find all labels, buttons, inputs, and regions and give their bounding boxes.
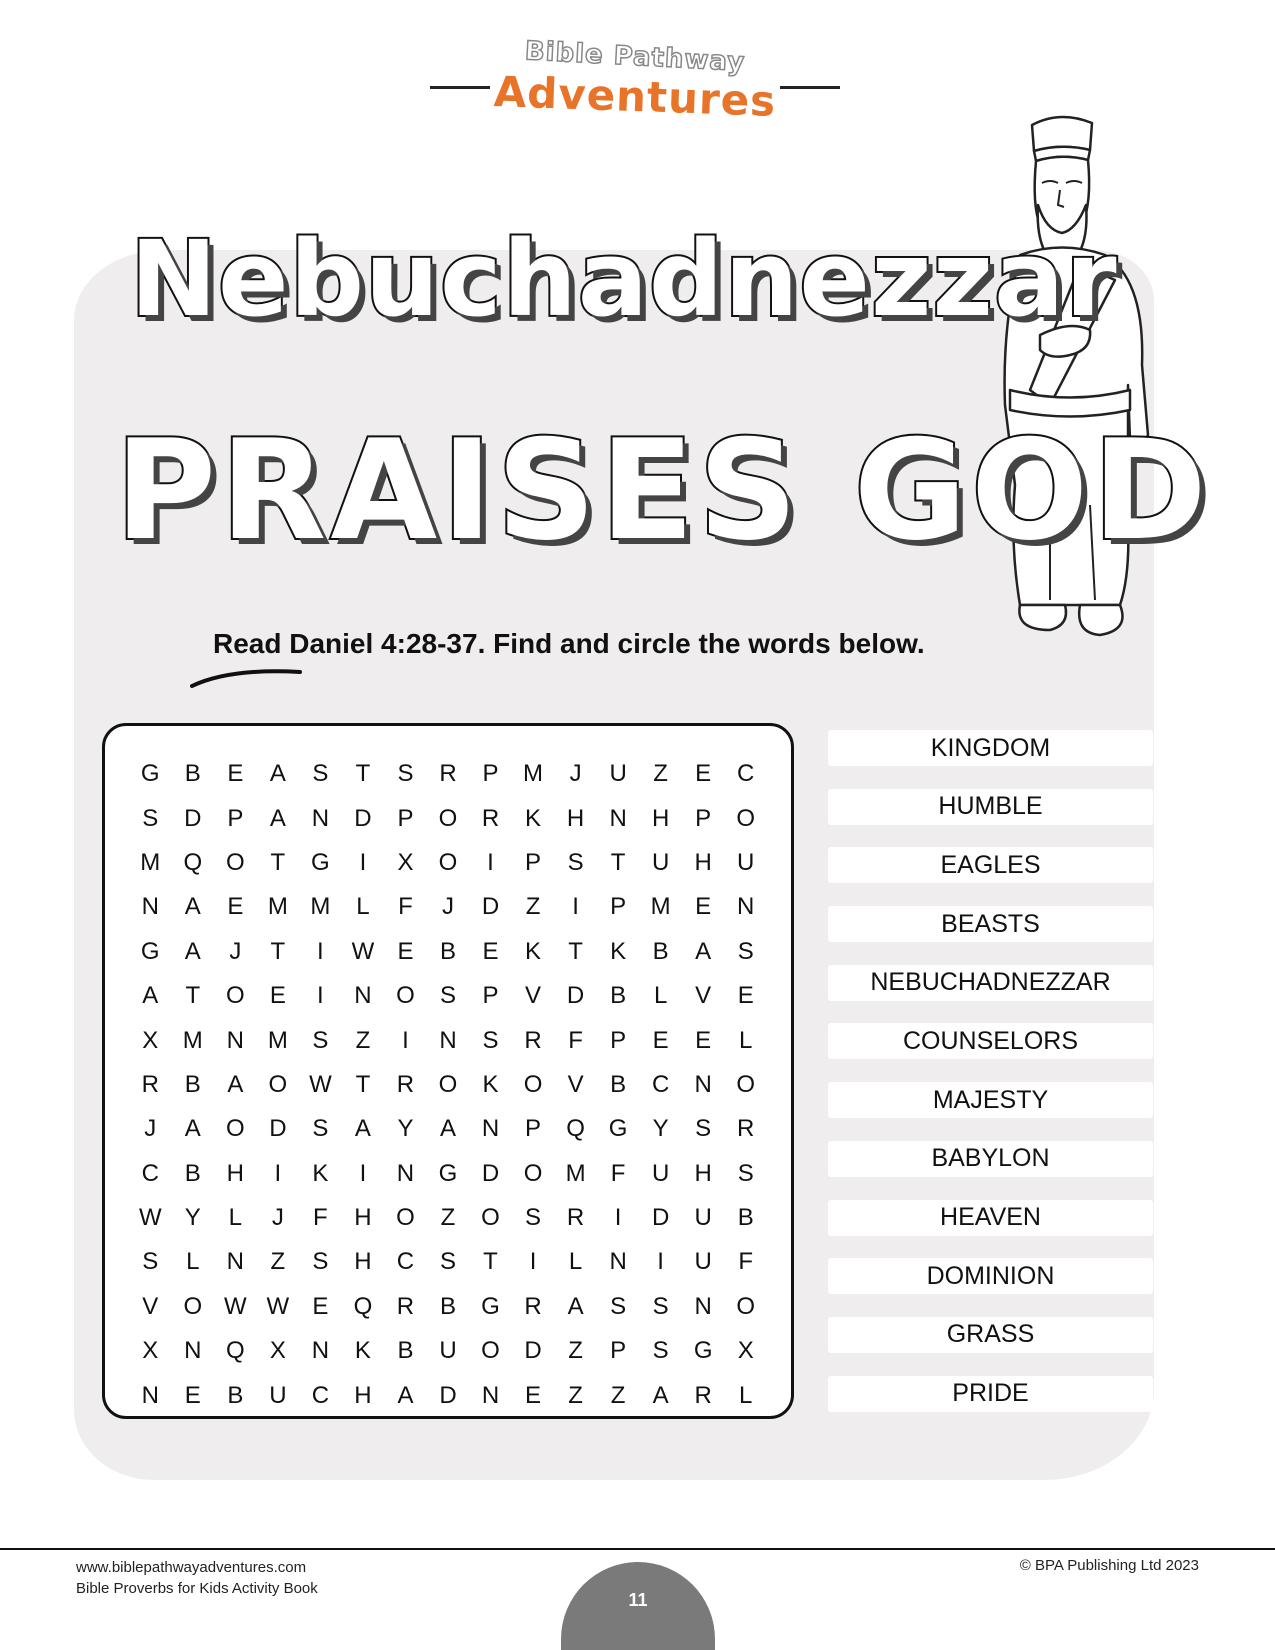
grid-letter[interactable]: O bbox=[268, 1070, 288, 1098]
grid-letter[interactable]: D bbox=[481, 1159, 500, 1187]
page-number-tab bbox=[561, 1562, 715, 1650]
word-list-item: HUMBLE bbox=[828, 789, 1153, 825]
grid-letter[interactable]: L bbox=[653, 982, 668, 1010]
grid-letter[interactable]: G bbox=[140, 937, 160, 965]
word-search-grid bbox=[102, 723, 794, 1419]
grid-letter[interactable]: P bbox=[610, 893, 627, 921]
grid-letter[interactable]: W bbox=[224, 1292, 247, 1320]
grid-letter[interactable]: L bbox=[568, 1248, 583, 1276]
grid-letter[interactable]: I bbox=[359, 1159, 367, 1187]
grid-letter[interactable]: D bbox=[184, 804, 202, 832]
grid-letter[interactable]: G bbox=[438, 1159, 458, 1187]
grid-letter[interactable]: H bbox=[651, 804, 670, 832]
grid-letter[interactable]: N bbox=[481, 1115, 500, 1143]
grid-letter[interactable]: O bbox=[523, 1159, 543, 1187]
grid-letter[interactable]: S bbox=[737, 937, 754, 965]
grid-letter[interactable]: R bbox=[737, 1115, 755, 1143]
grid-letter[interactable]: O bbox=[225, 982, 245, 1010]
grid-letter[interactable]: M bbox=[267, 893, 288, 921]
grid-letter[interactable]: U bbox=[694, 1204, 712, 1232]
grid-letter[interactable]: E bbox=[184, 1381, 201, 1409]
grid-letter[interactable]: C bbox=[311, 1381, 330, 1409]
grid-letter[interactable]: Z bbox=[440, 1204, 456, 1232]
grid-letter[interactable]: P bbox=[610, 1337, 627, 1365]
grid-letter[interactable]: I bbox=[657, 1248, 664, 1276]
underline-swoosh bbox=[190, 664, 310, 694]
grid-letter[interactable]: B bbox=[439, 937, 456, 965]
grid-letter[interactable]: Z bbox=[355, 1026, 371, 1054]
grid-letter[interactable]: H bbox=[566, 804, 585, 832]
grid-letter[interactable]: R bbox=[481, 804, 500, 832]
grid-letter[interactable]: C bbox=[141, 1159, 159, 1187]
grid-letter[interactable]: P bbox=[525, 848, 542, 876]
grid-letter[interactable]: S bbox=[397, 760, 414, 788]
grid-letter[interactable]: G bbox=[608, 1115, 628, 1143]
grid-letter[interactable]: E bbox=[737, 982, 754, 1010]
grid-letter[interactable]: K bbox=[354, 1337, 371, 1365]
grid-letter[interactable]: U bbox=[439, 1337, 457, 1365]
grid-letter[interactable]: O bbox=[396, 1204, 415, 1232]
grid-letter[interactable]: W bbox=[138, 1204, 162, 1232]
grid-letter[interactable]: N bbox=[396, 1159, 415, 1187]
grid-letter[interactable]: Q bbox=[566, 1115, 585, 1143]
grid-letter[interactable]: B bbox=[227, 1381, 244, 1409]
grid-letter[interactable]: O bbox=[225, 1115, 245, 1143]
word-list-item: KINGDOM bbox=[828, 730, 1153, 766]
grid-letter[interactable]: E bbox=[227, 893, 244, 921]
grid-letter[interactable]: B bbox=[610, 982, 627, 1010]
grid-letter[interactable]: N bbox=[226, 1248, 244, 1276]
grid-letter[interactable]: B bbox=[397, 1337, 414, 1365]
grid-letter[interactable]: A bbox=[652, 1381, 669, 1409]
brand-logo bbox=[430, 36, 840, 126]
grid-letter[interactable]: T bbox=[270, 937, 286, 965]
grid-letter[interactable]: T bbox=[610, 848, 626, 876]
grid-letter[interactable]: R bbox=[439, 760, 457, 788]
grid-letter[interactable]: J bbox=[569, 760, 582, 788]
grid-letter[interactable]: I bbox=[614, 1204, 622, 1232]
grid-letter[interactable]: N bbox=[481, 1381, 500, 1409]
grid-letter[interactable]: U bbox=[609, 760, 627, 788]
grid-letter[interactable]: G bbox=[693, 1337, 713, 1365]
grid-letter[interactable]: P bbox=[525, 1115, 542, 1143]
grid-row bbox=[129, 1329, 767, 1373]
grid-letter[interactable]: E bbox=[482, 937, 499, 965]
grid-letter[interactable]: M bbox=[182, 1026, 203, 1054]
grid-letter[interactable]: T bbox=[185, 982, 201, 1010]
grid-letter[interactable]: H bbox=[226, 1159, 244, 1187]
grid-letter[interactable]: A bbox=[227, 1070, 244, 1098]
grid-letter[interactable]: Y bbox=[397, 1115, 414, 1143]
grid-letter[interactable]: E bbox=[695, 893, 712, 921]
grid-letter[interactable]: M bbox=[140, 848, 161, 876]
grid-letter[interactable]: U bbox=[651, 1159, 670, 1187]
grid-letter[interactable]: N bbox=[439, 1026, 457, 1054]
word-list-item: COUNSELORS bbox=[828, 1023, 1153, 1059]
grid-letter[interactable]: S bbox=[610, 1292, 627, 1320]
footer-divider bbox=[0, 1548, 1275, 1550]
grid-letter[interactable]: N bbox=[141, 893, 159, 921]
word-list bbox=[828, 730, 1153, 1434]
grid-letter[interactable]: V bbox=[695, 982, 712, 1010]
grid-letter[interactable]: A bbox=[695, 937, 712, 965]
grid-letter[interactable]: O bbox=[736, 804, 756, 832]
grid-letter[interactable]: O bbox=[438, 848, 458, 876]
grid-letter[interactable]: R bbox=[396, 1292, 415, 1320]
grid-letter[interactable]: N bbox=[184, 1337, 202, 1365]
grid-letter[interactable]: I bbox=[317, 982, 324, 1010]
grid-letter[interactable]: P bbox=[695, 804, 712, 832]
grid-letter[interactable]: S bbox=[652, 1337, 669, 1365]
grid-row bbox=[129, 1063, 767, 1107]
grid-letter[interactable]: R bbox=[396, 1070, 415, 1098]
grid-letter[interactable]: X bbox=[142, 1026, 159, 1054]
grid-letter[interactable]: L bbox=[186, 1248, 200, 1276]
grid-letter[interactable]: P bbox=[227, 804, 244, 832]
grid-letter[interactable]: O bbox=[225, 848, 245, 876]
grid-letter[interactable]: U bbox=[694, 1248, 712, 1276]
grid-letter[interactable]: S bbox=[312, 1115, 329, 1143]
grid-letter[interactable]: O bbox=[736, 1070, 756, 1098]
footer-copyright: © BPA Publishing Ltd 2023 bbox=[1019, 1557, 1199, 1574]
grid-row bbox=[129, 1373, 767, 1417]
grid-letter[interactable]: B bbox=[610, 1070, 627, 1098]
grid-letter[interactable]: N bbox=[226, 1026, 244, 1054]
grid-letter[interactable]: A bbox=[184, 1115, 201, 1143]
grid-letter[interactable]: S bbox=[439, 982, 456, 1010]
grid-letter[interactable]: B bbox=[439, 1292, 456, 1320]
grid-letter[interactable]: R bbox=[694, 1381, 712, 1409]
grid-letter[interactable]: G bbox=[481, 1292, 500, 1320]
grid-letter[interactable]: E bbox=[227, 760, 244, 788]
grid-letter[interactable]: O bbox=[523, 1070, 543, 1098]
grid-letter[interactable]: D bbox=[651, 1204, 670, 1232]
grid-letter[interactable]: M bbox=[310, 893, 331, 921]
grid-letter[interactable]: S bbox=[142, 804, 159, 832]
grid-letter[interactable]: I bbox=[402, 1026, 409, 1054]
grid-letter[interactable]: N bbox=[311, 1337, 330, 1365]
grid-letter[interactable]: S bbox=[695, 1115, 712, 1143]
grid-letter[interactable]: J bbox=[271, 1204, 284, 1232]
grid-letter[interactable]: S bbox=[482, 1026, 499, 1054]
grid-letter[interactable]: O bbox=[736, 1292, 756, 1320]
grid-letter[interactable]: K bbox=[312, 1159, 329, 1187]
grid-letter[interactable]: A bbox=[354, 1115, 371, 1143]
grid-letter[interactable]: F bbox=[313, 1204, 328, 1232]
grid-letter[interactable]: V bbox=[525, 982, 542, 1010]
grid-letter[interactable]: M bbox=[650, 893, 671, 921]
grid-letter[interactable]: V bbox=[567, 1070, 584, 1098]
grid-letter[interactable]: X bbox=[269, 1337, 286, 1365]
grid-letter[interactable]: M bbox=[565, 1159, 586, 1187]
grid-letter[interactable]: E bbox=[269, 982, 286, 1010]
grid-letter[interactable]: S bbox=[737, 1159, 754, 1187]
grid-letter[interactable]: I bbox=[529, 1248, 537, 1276]
grid-letter[interactable]: Q bbox=[353, 1292, 373, 1320]
footer-book-title: Bible Proverbs for Kids Activity Book bbox=[76, 1580, 318, 1597]
grid-letter[interactable]: L bbox=[739, 1381, 753, 1409]
word-list-item: HEAVEN bbox=[828, 1200, 1153, 1236]
grid-row bbox=[129, 841, 767, 885]
footer-left bbox=[76, 1557, 318, 1599]
grid-letter[interactable]: Q bbox=[225, 1337, 245, 1365]
word-list-item: DOMINION bbox=[828, 1258, 1153, 1294]
word-list-item: EAGLES bbox=[828, 847, 1153, 883]
grid-letter[interactable]: C bbox=[651, 1070, 670, 1098]
grid-letter[interactable]: J bbox=[144, 1115, 157, 1143]
grid-letter[interactable]: F bbox=[398, 893, 413, 921]
grid-letter[interactable]: S bbox=[439, 1248, 456, 1276]
grid-row bbox=[129, 752, 767, 796]
grid-letter[interactable]: J bbox=[229, 937, 242, 965]
grid-letter[interactable]: K bbox=[610, 937, 627, 965]
grid-letter[interactable]: O bbox=[481, 1204, 500, 1232]
grid-letter[interactable]: I bbox=[317, 937, 324, 965]
grid-letter[interactable]: E bbox=[695, 1026, 712, 1054]
grid-letter[interactable]: P bbox=[482, 982, 499, 1010]
grid-letter[interactable]: D bbox=[354, 804, 372, 832]
grid-letter[interactable]: U bbox=[651, 848, 670, 876]
grid-letter[interactable]: N bbox=[354, 982, 372, 1010]
grid-letter[interactable]: G bbox=[140, 760, 160, 788]
grid-letter[interactable]: S bbox=[652, 1292, 669, 1320]
grid-letter[interactable]: K bbox=[525, 804, 542, 832]
grid-letter[interactable]: H bbox=[354, 1248, 372, 1276]
grid-letter[interactable]: Z bbox=[653, 760, 668, 788]
grid-letter[interactable]: S bbox=[525, 1204, 542, 1232]
grid-letter[interactable]: K bbox=[525, 937, 542, 965]
grid-letter[interactable]: O bbox=[438, 1070, 458, 1098]
grid-letter[interactable]: R bbox=[566, 1204, 585, 1232]
instructions-text: Read Daniel 4:28-37. Find and circle the words below. bbox=[213, 628, 925, 659]
grid-letter[interactable]: E bbox=[525, 1381, 542, 1409]
grid-letter[interactable]: I bbox=[572, 893, 579, 921]
grid-row bbox=[129, 1240, 767, 1284]
grid-letter[interactable]: R bbox=[141, 1070, 159, 1098]
grid-letter[interactable]: A bbox=[142, 982, 159, 1010]
grid-row bbox=[129, 1152, 767, 1196]
grid-letter[interactable]: W bbox=[266, 1292, 290, 1320]
grid-row bbox=[129, 974, 767, 1018]
grid-letter[interactable]: D bbox=[269, 1115, 287, 1143]
grid-letter[interactable]: D bbox=[439, 1381, 457, 1409]
grid-letter[interactable]: S bbox=[312, 1248, 329, 1276]
grid-letter[interactable]: B bbox=[652, 937, 669, 965]
grid-letter[interactable]: V bbox=[142, 1292, 159, 1320]
grid-letter[interactable]: A bbox=[439, 1115, 456, 1143]
grid-letter[interactable]: Y bbox=[652, 1115, 669, 1143]
word-list-item: PRIDE bbox=[828, 1376, 1153, 1412]
grid-row bbox=[129, 885, 767, 929]
grid-letter[interactable]: Z bbox=[270, 1248, 286, 1276]
grid-row bbox=[129, 930, 767, 974]
grid-letter[interactable]: X bbox=[737, 1337, 754, 1365]
grid-letter[interactable]: E bbox=[652, 1026, 669, 1054]
grid-letter[interactable]: H bbox=[694, 848, 712, 876]
grid-letter[interactable]: M bbox=[267, 1026, 288, 1054]
grid-letter[interactable]: W bbox=[351, 937, 375, 965]
grid-letter[interactable]: S bbox=[312, 760, 329, 788]
grid-letter[interactable]: N bbox=[694, 1070, 712, 1098]
grid-letter[interactable]: R bbox=[524, 1292, 542, 1320]
grid-letter[interactable]: P bbox=[482, 760, 499, 788]
grid-letter[interactable]: H bbox=[694, 1159, 712, 1187]
grid-letter[interactable]: A bbox=[269, 760, 286, 788]
grid-letter[interactable]: T bbox=[270, 848, 286, 876]
grid-letter[interactable]: L bbox=[739, 1026, 753, 1054]
grid-letter[interactable]: M bbox=[523, 760, 544, 788]
grid-letter[interactable]: S bbox=[567, 848, 584, 876]
grid-letter[interactable]: W bbox=[309, 1070, 332, 1098]
grid-letter[interactable]: L bbox=[356, 893, 370, 921]
grid-letter[interactable]: O bbox=[183, 1292, 203, 1320]
grid-letter[interactable]: Z bbox=[568, 1381, 583, 1409]
grid-letter[interactable]: D bbox=[566, 982, 585, 1010]
grid-letter[interactable]: N bbox=[737, 893, 755, 921]
grid-letter[interactable]: E bbox=[695, 760, 712, 788]
grid-letter[interactable]: U bbox=[737, 848, 755, 876]
grid-letter[interactable]: K bbox=[482, 1070, 499, 1098]
footer-website: www.biblepathwayadventures.com bbox=[76, 1559, 307, 1576]
grid-letter[interactable]: A bbox=[567, 1292, 584, 1320]
grid-letter[interactable]: O bbox=[438, 804, 458, 832]
grid-row bbox=[129, 796, 767, 840]
grid-letter[interactable]: U bbox=[269, 1381, 287, 1409]
grid-letter[interactable]: Z bbox=[568, 1337, 583, 1365]
title-line-2: PRAISES GOD bbox=[115, 410, 1211, 571]
grid-letter[interactable]: A bbox=[397, 1381, 414, 1409]
word-list-item: BABYLON bbox=[828, 1141, 1153, 1177]
grid-letter[interactable]: P bbox=[610, 1026, 627, 1054]
page-number: 11 bbox=[628, 1590, 648, 1610]
grid-letter[interactable]: R bbox=[524, 1026, 542, 1054]
logo-divider-right bbox=[780, 86, 840, 89]
grid-letter[interactable]: T bbox=[483, 1248, 498, 1276]
grid-letter[interactable]: F bbox=[738, 1248, 754, 1276]
grid-letter[interactable]: N bbox=[311, 804, 330, 832]
grid-letter[interactable]: L bbox=[228, 1204, 242, 1232]
grid-letter[interactable]: H bbox=[354, 1204, 372, 1232]
grid-letter[interactable]: S bbox=[312, 1026, 329, 1054]
grid-letter[interactable]: O bbox=[481, 1337, 500, 1365]
grid-letter[interactable]: E bbox=[397, 937, 414, 965]
word-list-item: BEASTS bbox=[828, 906, 1153, 942]
grid-letter[interactable]: X bbox=[142, 1337, 159, 1365]
word-list-item: NEBUCHADNEZZAR bbox=[828, 965, 1153, 1001]
grid-letter[interactable]: F bbox=[610, 1159, 626, 1187]
grid-letter[interactable]: Q bbox=[183, 848, 203, 876]
grid-letter[interactable]: A bbox=[269, 804, 286, 832]
grid-letter[interactable]: Z bbox=[525, 893, 541, 921]
grid-letter[interactable]: G bbox=[311, 848, 330, 876]
grid-letter[interactable]: T bbox=[355, 1070, 371, 1098]
grid-letter[interactable]: B bbox=[184, 1070, 201, 1098]
grid-letter[interactable]: N bbox=[141, 1381, 159, 1409]
grid-letter[interactable]: N bbox=[609, 1248, 627, 1276]
grid-letter[interactable]: B bbox=[184, 1159, 201, 1187]
grid-letter[interactable]: T bbox=[568, 937, 583, 965]
grid-letter[interactable]: O bbox=[396, 982, 415, 1010]
grid-letter[interactable]: I bbox=[359, 848, 367, 876]
grid-letter[interactable]: A bbox=[184, 893, 201, 921]
grid-letter[interactable]: E bbox=[312, 1292, 329, 1320]
grid-letter[interactable]: F bbox=[568, 1026, 583, 1054]
grid-letter[interactable]: C bbox=[396, 1248, 415, 1276]
grid-letter[interactable]: X bbox=[397, 848, 414, 876]
grid-letter[interactable]: S bbox=[142, 1248, 159, 1276]
grid-letter[interactable]: Z bbox=[610, 1381, 626, 1409]
logo-line-1: Bible Pathway bbox=[524, 36, 746, 78]
grid-row bbox=[129, 1285, 767, 1329]
grid-letter[interactable]: T bbox=[355, 760, 371, 788]
grid-letter[interactable]: J bbox=[441, 893, 454, 921]
grid-letter[interactable]: D bbox=[524, 1337, 542, 1365]
grid-letter[interactable]: P bbox=[397, 804, 414, 832]
word-list-item: MAJESTY bbox=[828, 1082, 1153, 1118]
grid-letter[interactable]: C bbox=[737, 760, 755, 788]
grid-row bbox=[129, 1018, 767, 1062]
grid-letter[interactable]: I bbox=[274, 1159, 282, 1187]
grid-letter[interactable]: B bbox=[737, 1204, 754, 1232]
grid-letter[interactable]: H bbox=[354, 1381, 372, 1409]
grid-letter[interactable]: N bbox=[609, 804, 627, 832]
grid-row bbox=[129, 1196, 767, 1240]
grid-letter[interactable]: N bbox=[694, 1292, 712, 1320]
grid-letter[interactable]: Y bbox=[184, 1204, 201, 1232]
grid-letter[interactable]: I bbox=[487, 848, 494, 876]
title-line-1: Nebuchadnezzar bbox=[130, 218, 1118, 340]
logo-line-2: Adventures bbox=[492, 67, 778, 126]
grid-letter[interactable]: B bbox=[184, 760, 201, 788]
grid-row bbox=[129, 1107, 767, 1151]
grid-letter[interactable]: D bbox=[481, 893, 500, 921]
grid-letter[interactable]: A bbox=[184, 937, 201, 965]
word-list-item: GRASS bbox=[828, 1317, 1153, 1353]
